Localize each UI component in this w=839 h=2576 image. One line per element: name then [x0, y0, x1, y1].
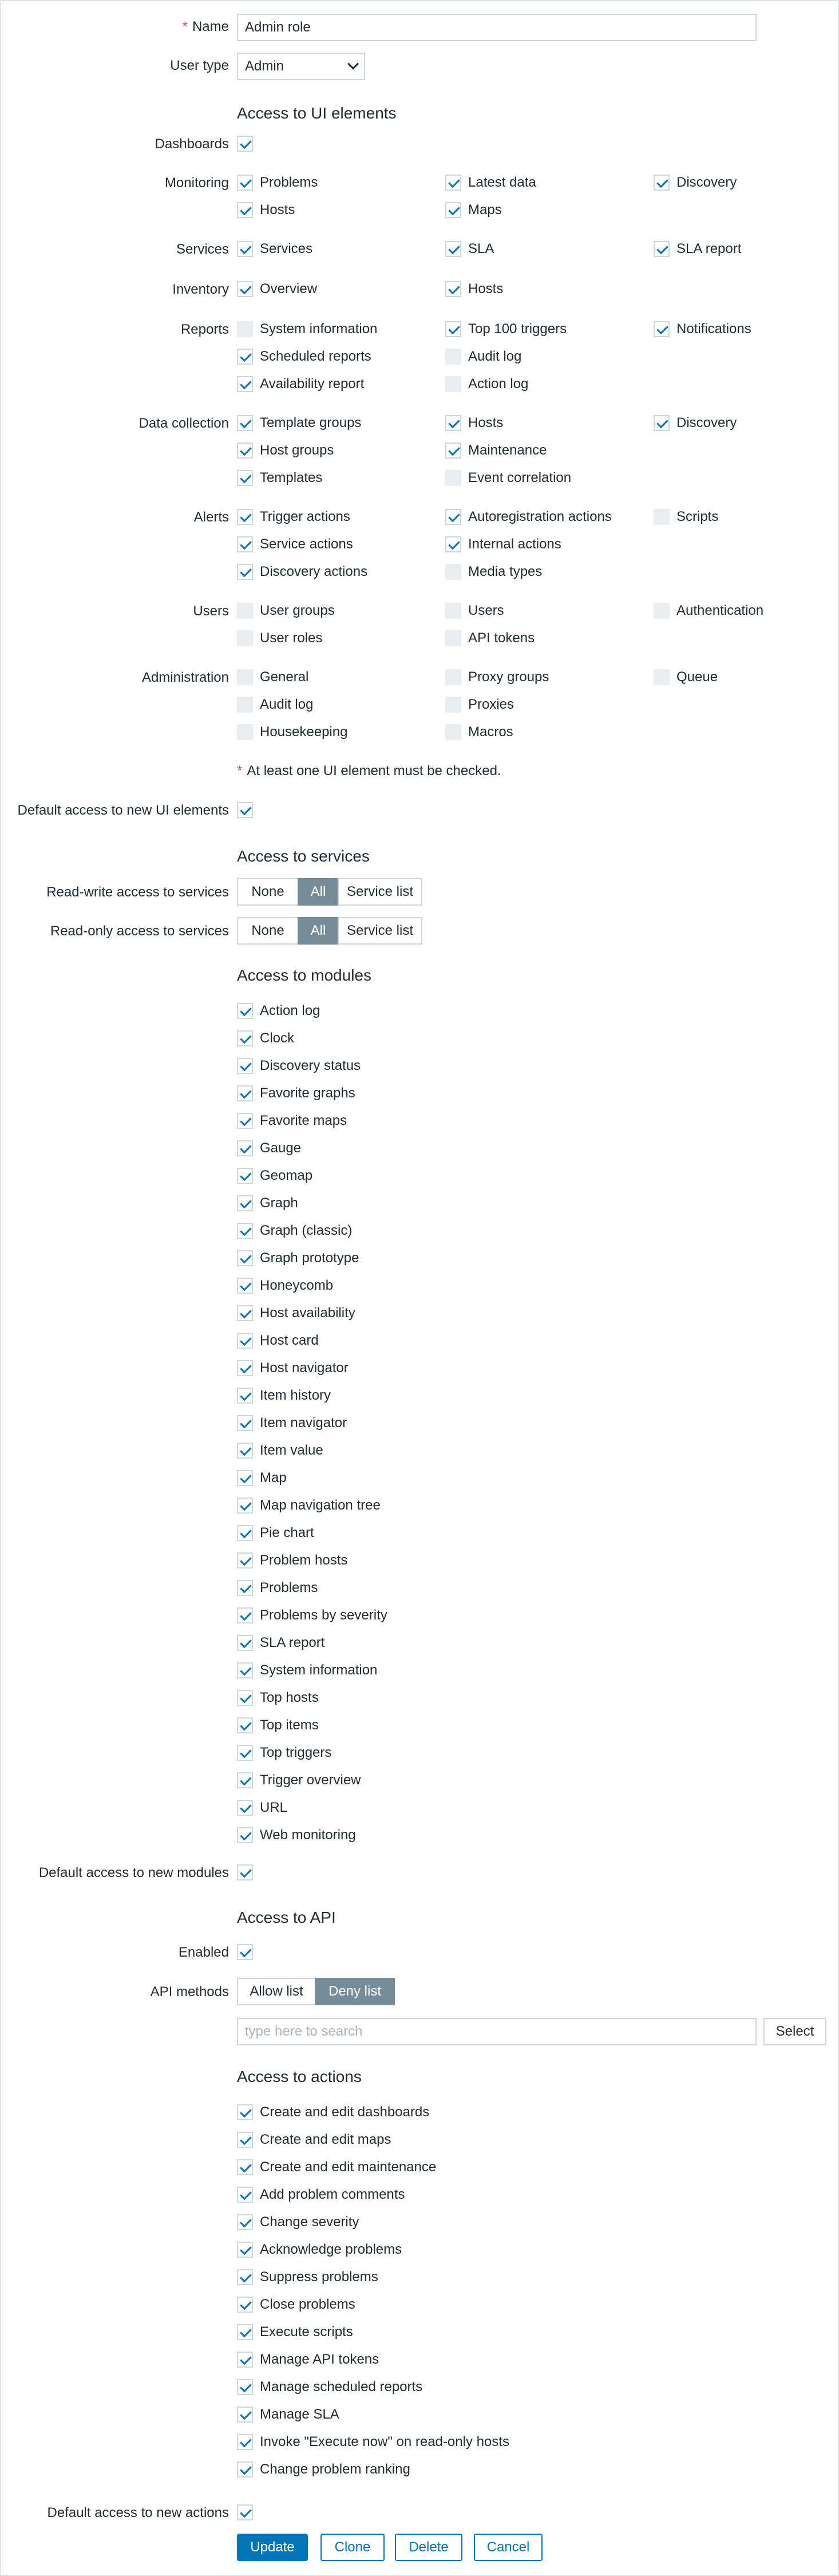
group-label-reports: Reports: [180, 322, 229, 337]
read-write-option-service-list[interactable]: Service list: [338, 878, 422, 906]
module-label: Clock: [260, 1030, 295, 1046]
action-checkbox[interactable]: [237, 2269, 378, 2286]
checkbox-box: [237, 1360, 253, 1376]
default-modules-label: Default access to new modules: [38, 1865, 229, 1880]
api-methods-select-button[interactable]: Select: [763, 2018, 826, 2045]
ui-elements-heading: Access to UI elements: [237, 104, 397, 122]
module-checkbox[interactable]: [237, 1222, 352, 1239]
module-label: Favorite graphs: [260, 1085, 355, 1101]
checkbox-box: [237, 2324, 253, 2340]
module-label: Top items: [260, 1717, 319, 1733]
checkbox-box: [237, 1717, 253, 1733]
module-label: Web monitoring: [260, 1827, 356, 1843]
module-label: Geomap: [260, 1168, 313, 1183]
action-checkbox[interactable]: [237, 2433, 509, 2451]
module-checkbox[interactable]: [237, 1827, 356, 1844]
checkbox-admin-macros[interactable]: Macros: [445, 724, 513, 741]
checkbox-box: [237, 1168, 253, 1184]
clone-button[interactable]: Clone: [320, 2534, 385, 2561]
action-checkbox[interactable]: [237, 2159, 436, 2176]
module-label: Host availability: [260, 1305, 355, 1321]
checkbox-box: [237, 1580, 253, 1596]
read-only-services-toggle: [237, 917, 422, 945]
checkbox-box: [237, 1388, 253, 1404]
module-label: Discovery status: [260, 1058, 361, 1073]
checkbox-box: [237, 1113, 253, 1129]
checkbox-alerts-autoregistration-actions[interactable]: Autoregistration actions: [445, 508, 612, 526]
read-write-option-all[interactable]: All: [298, 878, 339, 906]
checkbox-box: [237, 1140, 253, 1156]
checkbox-box: [237, 1552, 253, 1568]
action-label: Acknowledge problems: [260, 2242, 402, 2257]
module-label: Problems: [260, 1580, 318, 1595]
checkbox-admin-general[interactable]: General: [237, 669, 308, 686]
group-label-services: Services: [176, 242, 229, 257]
checkbox-reports-scheduled-reports[interactable]: Scheduled reports: [237, 348, 371, 365]
checkbox-box: [237, 1030, 253, 1046]
module-checkbox[interactable]: [237, 1360, 349, 1377]
checkbox-box: [237, 1635, 253, 1651]
module-label: Graph: [260, 1195, 298, 1211]
module-checkbox[interactable]: [237, 1497, 381, 1514]
module-label: Host navigator: [260, 1360, 349, 1376]
group-label-data-collection: Data collection: [138, 416, 229, 431]
module-checkbox[interactable]: [237, 1332, 319, 1349]
module-checkbox[interactable]: [237, 1140, 301, 1157]
module-checkbox[interactable]: [237, 1030, 294, 1047]
module-checkbox[interactable]: [237, 1744, 331, 1761]
checkbox-dc-hosts[interactable]: Hosts: [445, 414, 503, 432]
checkbox-inventory-hosts[interactable]: Hosts: [445, 280, 503, 298]
checkbox-alerts-media-types[interactable]: Media types: [445, 563, 542, 580]
group-label-alerts: Alerts: [193, 509, 229, 525]
checkbox-services-sla-report[interactable]: SLA report: [654, 240, 741, 258]
checkbox-admin-housekeeping[interactable]: Housekeeping: [237, 724, 347, 741]
module-checkbox[interactable]: [237, 1057, 361, 1074]
module-label: Top hosts: [260, 1690, 319, 1705]
module-checkbox[interactable]: [237, 1250, 359, 1267]
user-type-value: Admin: [245, 58, 284, 74]
action-checkbox[interactable]: [237, 2296, 355, 2313]
module-checkbox[interactable]: [237, 1552, 347, 1569]
name-label: [183, 19, 229, 35]
checkbox-box: [237, 1223, 253, 1239]
module-checkbox[interactable]: [237, 1689, 319, 1706]
checkbox-alerts-trigger-actions[interactable]: Trigger actions: [237, 508, 350, 526]
checkbox-box: [237, 2104, 253, 2120]
checkbox-alerts-internal-actions[interactable]: Internal actions: [445, 536, 561, 553]
action-checkbox[interactable]: [237, 2104, 429, 2121]
checkbox-box: [237, 1690, 253, 1706]
module-checkbox[interactable]: [237, 1524, 314, 1542]
checkbox-users-user-groups[interactable]: User groups: [237, 602, 335, 619]
checkbox-box: [237, 1525, 253, 1541]
module-label: Problem hosts: [260, 1552, 348, 1568]
modules-heading: Access to modules: [237, 966, 371, 984]
action-label: Manage API tokens: [260, 2352, 379, 2367]
checkbox-box: [237, 2352, 253, 2368]
api-option-deny-list[interactable]: Deny list: [315, 1978, 395, 2005]
chevron-down-icon: [347, 58, 359, 70]
checkbox-dc-templates[interactable]: Templates: [237, 469, 322, 487]
checkbox-dc-template-groups[interactable]: Template groups: [237, 414, 361, 432]
checkbox-admin-proxies[interactable]: Proxies: [445, 696, 514, 713]
checkbox-box: [237, 1745, 253, 1761]
module-label: Item navigator: [260, 1415, 347, 1431]
module-label: Host card: [260, 1333, 319, 1348]
action-checkbox[interactable]: [237, 2241, 402, 2258]
checkbox-admin-queue[interactable]: Queue: [654, 669, 718, 686]
user-type-label: User type: [170, 58, 229, 73]
action-label: Create and edit dashboards: [260, 2104, 430, 2120]
required-marker: *: [237, 763, 243, 779]
checkbox-box: [237, 1470, 253, 1486]
read-write-services-label: Read-write access to services: [46, 884, 229, 900]
checkbox-services-sla[interactable]: SLA: [445, 240, 494, 258]
read-only-option-service-list[interactable]: Service list: [338, 917, 422, 945]
checkbox-box: [237, 1305, 253, 1321]
checkbox-services-services[interactable]: Services: [237, 240, 312, 258]
action-label: Suppress problems: [260, 2269, 378, 2285]
module-checkbox[interactable]: [237, 1305, 355, 1322]
services-heading: Access to services: [237, 847, 370, 865]
group-label-inventory: Inventory: [172, 282, 229, 297]
checkbox-box: [237, 2434, 253, 2450]
action-checkbox[interactable]: [237, 2461, 410, 2478]
module-label: Favorite maps: [260, 1113, 347, 1128]
checkbox-box: [237, 2269, 253, 2285]
module-label: Gauge: [260, 1140, 302, 1156]
module-checkbox[interactable]: [237, 1277, 333, 1294]
checkbox-dc-host-groups[interactable]: Host groups: [237, 442, 334, 459]
checkbox-box: [237, 1607, 253, 1623]
checkbox-box: [237, 2462, 253, 2478]
action-checkbox[interactable]: [237, 2379, 422, 2396]
checkbox-dc-discovery[interactable]: Discovery: [654, 414, 737, 432]
checkbox-reports-notifications[interactable]: Notifications: [654, 321, 751, 338]
checkbox-monitoring-discovery[interactable]: Discovery: [654, 174, 737, 191]
read-only-services-label: Read-only access to services: [50, 923, 229, 939]
group-label-administration: Administration: [141, 670, 229, 685]
action-label: Close problems: [260, 2297, 355, 2312]
module-label: Pie chart: [260, 1525, 314, 1540]
checkbox-monitoring-problems[interactable]: Problems: [237, 174, 318, 191]
action-label: Create and edit maintenance: [260, 2159, 437, 2175]
checkbox-users-authentication[interactable]: Authentication: [654, 602, 763, 619]
action-label: Create and edit maps: [260, 2132, 391, 2147]
checkbox-api-enabled[interactable]: [237, 1943, 260, 1961]
checkbox-box: [237, 1415, 253, 1431]
api-methods-toggle: [237, 1978, 395, 2005]
checkbox-box: [237, 1772, 253, 1788]
default-ui-elements-label: Default access to new UI elements: [17, 803, 229, 818]
checkbox-reports-action-log[interactable]: Action log: [445, 376, 528, 393]
checkbox-box: [237, 2242, 253, 2258]
module-label: Graph (classic): [260, 1223, 353, 1238]
module-label: Item value: [260, 1443, 323, 1458]
checkbox-box: [237, 1800, 253, 1816]
module-checkbox[interactable]: [237, 1799, 287, 1816]
checkbox-monitoring-hosts[interactable]: Hosts: [237, 202, 295, 219]
action-label: Change problem ranking: [260, 2462, 410, 2477]
module-checkbox[interactable]: [237, 1717, 319, 1734]
checkbox-dc-event-correlation[interactable]: Event correlation: [445, 469, 571, 487]
api-methods-search-input[interactable]: [237, 2018, 757, 2045]
action-checkbox[interactable]: [237, 2131, 391, 2148]
module-checkbox[interactable]: [237, 1112, 347, 1129]
module-label: Map: [260, 1470, 287, 1485]
checkbox-box: [237, 2214, 253, 2230]
checkbox-reports-audit-log[interactable]: Audit log: [445, 348, 521, 365]
module-checkbox[interactable]: [237, 1387, 331, 1404]
checkbox-box: [237, 1250, 253, 1266]
action-label: Manage scheduled reports: [260, 2379, 423, 2395]
action-label: Change severity: [260, 2214, 359, 2230]
group-label-monitoring: Monitoring: [164, 175, 229, 191]
cancel-button[interactable]: Cancel: [474, 2534, 543, 2561]
read-write-services-toggle: [237, 878, 422, 906]
module-label: Problems by severity: [260, 1607, 387, 1623]
checkbox-default-ui-elements[interactable]: [237, 801, 260, 819]
checkbox-box: [237, 1333, 253, 1349]
checkbox-reports-system-information[interactable]: System information: [237, 321, 377, 338]
module-label: URL: [260, 1800, 288, 1815]
checkbox-box: [237, 2379, 253, 2395]
required-marker: *: [182, 19, 188, 34]
checkbox-monitoring-maps[interactable]: Maps: [445, 202, 502, 219]
checkbox-box: [237, 1195, 253, 1211]
module-checkbox[interactable]: [237, 1772, 361, 1789]
module-label: Honeycomb: [260, 1278, 334, 1293]
checkbox-box: [237, 2159, 253, 2175]
actions-heading: Access to actions: [237, 2068, 362, 2085]
checkbox-box: [237, 1085, 253, 1101]
action-checkbox[interactable]: [237, 2324, 353, 2341]
checkbox-box: [237, 2132, 253, 2148]
checkbox-users-users[interactable]: Users: [445, 602, 504, 619]
checkbox-users-api-tokens[interactable]: API tokens: [445, 630, 535, 647]
update-button[interactable]: Update: [237, 2534, 308, 2561]
module-checkbox[interactable]: [237, 1579, 318, 1597]
read-only-option-all[interactable]: All: [298, 917, 339, 945]
checkbox-box: [237, 136, 253, 152]
delete-button[interactable]: Delete: [395, 2534, 462, 2561]
checkbox-admin-proxy-groups[interactable]: Proxy groups: [445, 669, 549, 686]
module-checkbox[interactable]: [237, 1662, 377, 1679]
module-checkbox[interactable]: [237, 1415, 347, 1432]
checkbox-default-modules[interactable]: [237, 1864, 260, 1881]
checkbox-box: [237, 2407, 253, 2423]
name-input[interactable]: [237, 14, 757, 41]
action-checkbox[interactable]: [237, 2214, 359, 2231]
action-label: Manage SLA: [260, 2407, 339, 2422]
action-label: Invoke "Execute now" on read-only hosts: [260, 2434, 509, 2449]
checkbox-box: [237, 1498, 253, 1514]
module-checkbox[interactable]: [237, 1607, 387, 1624]
action-checkbox[interactable]: [237, 2406, 339, 2423]
module-label: Top triggers: [260, 1745, 332, 1760]
module-label: Graph prototype: [260, 1250, 359, 1266]
checkbox-reports-top-100-triggers[interactable]: Top 100 triggers: [445, 321, 567, 338]
checkbox-box: [237, 1058, 253, 1074]
module-checkbox[interactable]: [237, 1634, 324, 1652]
api-heading: Access to API: [237, 1909, 336, 1926]
checkbox-dashboards[interactable]: [237, 135, 260, 152]
checkbox-box: [237, 1662, 253, 1678]
checkbox-monitoring-latest-data[interactable]: Latest data: [445, 174, 536, 191]
checkbox-alerts-service-actions[interactable]: Service actions: [237, 536, 353, 553]
checkbox-box: [237, 1443, 253, 1459]
checkbox-dc-maintenance[interactable]: Maintenance: [445, 442, 547, 459]
checkbox-inventory-overview[interactable]: Overview: [237, 280, 317, 298]
module-label: Item history: [260, 1388, 331, 1403]
checkbox-box: [237, 1278, 253, 1294]
module-checkbox[interactable]: [237, 1195, 298, 1212]
checkbox-reports-availability-report[interactable]: Availability report: [237, 376, 364, 393]
checkbox-box: [237, 1827, 253, 1843]
default-actions-label: Default access to new actions: [47, 2505, 229, 2520]
module-checkbox[interactable]: [237, 1469, 287, 1487]
checkbox-box: [237, 2297, 253, 2313]
action-label: Add problem comments: [260, 2187, 405, 2202]
api-option-allow-list[interactable]: Allow list: [237, 1978, 316, 2005]
module-label: Map navigation tree: [260, 1498, 381, 1513]
group-label-dashboards: Dashboards: [155, 136, 229, 152]
action-checkbox[interactable]: [237, 2186, 405, 2203]
group-label-users: Users: [193, 603, 229, 619]
module-label: Action log: [260, 1003, 320, 1018]
name-label-text: Name: [192, 19, 229, 34]
module-checkbox[interactable]: [237, 1442, 323, 1459]
action-checkbox[interactable]: [237, 2351, 379, 2368]
module-label: Trigger overview: [260, 1772, 361, 1788]
checkbox-default-actions[interactable]: [237, 2504, 260, 2521]
module-label: System information: [260, 1662, 378, 1678]
checkbox-alerts-discovery-actions[interactable]: Discovery actions: [237, 563, 367, 580]
api-methods-label: API methods: [150, 1984, 229, 2000]
ui-elements-note: * At least one UI element must be checked.: [237, 763, 501, 779]
checkbox-box: [237, 1003, 253, 1019]
checkbox-box: [237, 2187, 253, 2203]
checkbox-users-user-roles[interactable]: User roles: [237, 630, 322, 647]
module-checkbox[interactable]: [237, 1085, 355, 1102]
read-write-option-none[interactable]: None: [237, 878, 299, 906]
read-only-option-none[interactable]: None: [237, 917, 299, 945]
checkbox-admin-audit-log[interactable]: Audit log: [237, 696, 313, 713]
action-label: Execute scripts: [260, 2324, 353, 2340]
api-enabled-label: Enabled: [178, 1945, 229, 1960]
module-checkbox[interactable]: [237, 1002, 320, 1020]
checkbox-alerts-scripts[interactable]: Scripts: [654, 508, 718, 526]
user-type-select[interactable]: [237, 53, 365, 80]
module-label: SLA report: [260, 1635, 325, 1650]
module-checkbox[interactable]: [237, 1167, 312, 1184]
